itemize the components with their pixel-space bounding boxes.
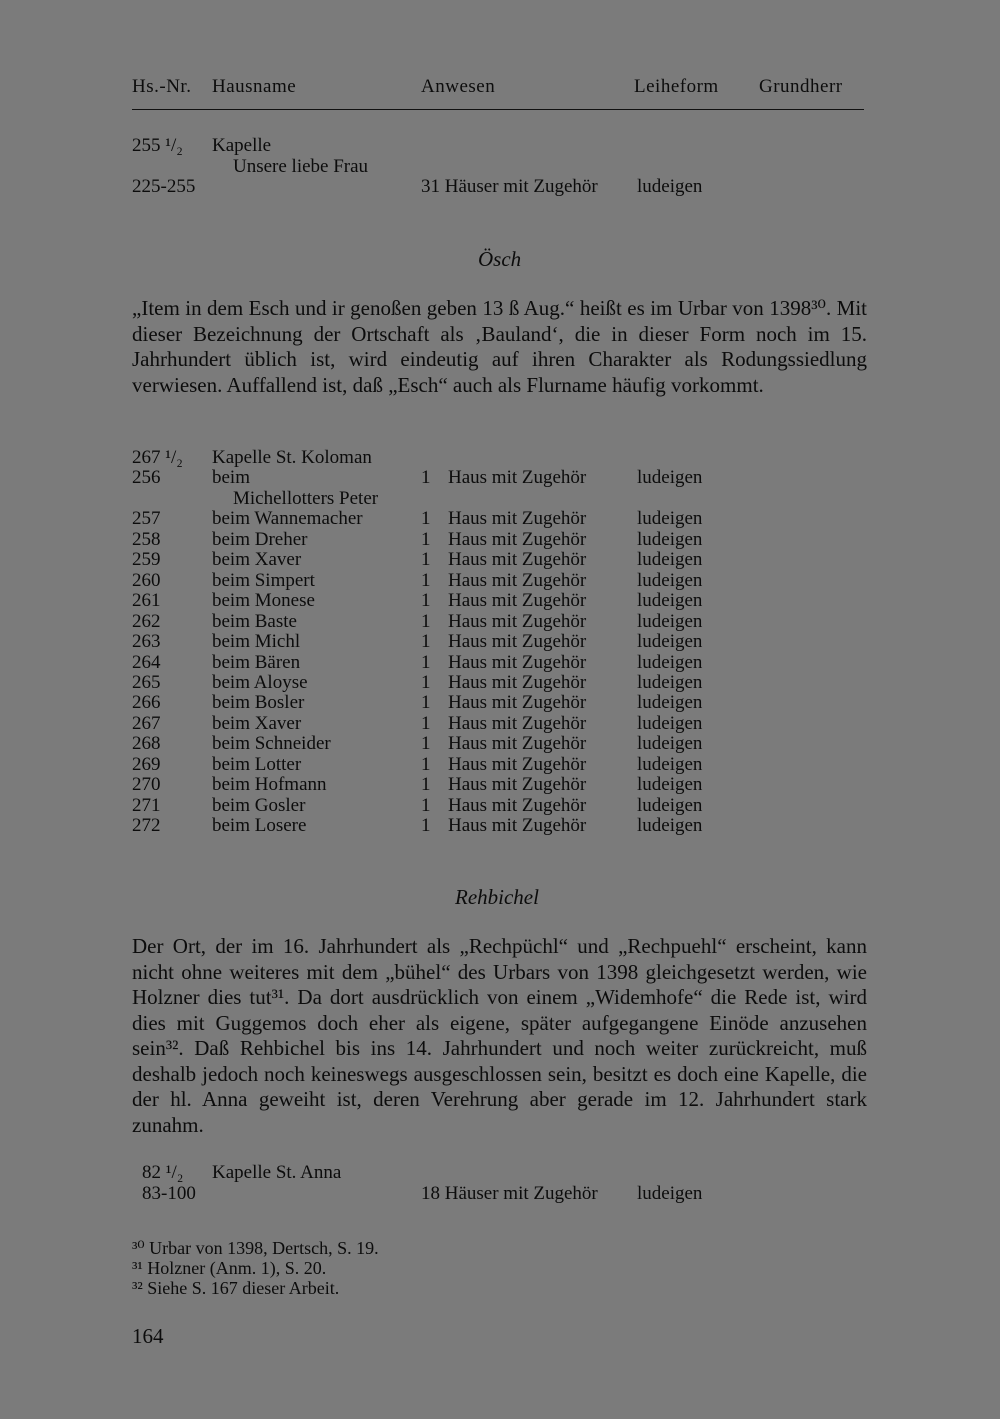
- row-count: 1: [421, 692, 431, 714]
- row-leiheform: ludeigen: [637, 671, 703, 693]
- row-leiheform: ludeigen: [637, 508, 703, 530]
- table-row: [0, 755, 1000, 775]
- table-row: [0, 468, 1000, 488]
- row-leiheform: ludeigen: [637, 549, 703, 571]
- row-leiheform: ludeigen: [637, 753, 703, 775]
- row-count: 1: [421, 733, 431, 755]
- row-nr: 265: [132, 671, 161, 693]
- row-anwesen: Haus mit Zugehör: [448, 774, 587, 796]
- row-anwesen: Haus mit Zugehör: [448, 753, 587, 775]
- header-grundherr: Grundherr: [759, 76, 843, 97]
- row-name: beim Bären: [212, 651, 301, 673]
- table-row: [0, 550, 1000, 570]
- row-anwesen: Haus mit Zugehör: [448, 590, 587, 612]
- row-nr: 260: [132, 569, 161, 591]
- row-name: beim Xaver: [212, 712, 302, 734]
- table-row: [0, 1184, 1000, 1204]
- header-hs-nr: Hs.-Nr.: [132, 76, 192, 97]
- row-name: beim: [212, 467, 250, 489]
- row-name: Kapelle: [212, 135, 272, 156]
- footnote: ³² Siehe S. 167 dieser Arbeit.: [132, 1278, 340, 1298]
- row-count: 1: [421, 508, 431, 530]
- row-nr: 255 ¹/₂: [132, 135, 183, 156]
- row-count: 1: [421, 712, 431, 734]
- row-name: beim Xaver: [212, 549, 302, 571]
- row-anwesen: Haus mit Zugehör: [448, 692, 587, 714]
- row-nr: 83-100: [142, 1183, 196, 1204]
- table-row: [0, 136, 1000, 156]
- row-leiheform: ludeigen: [637, 651, 703, 673]
- table-row: [0, 693, 1000, 713]
- row-count: 1: [421, 590, 431, 612]
- row-nr: 259: [132, 549, 161, 571]
- row-anwesen: 31 Häuser mit Zugehör: [421, 176, 598, 197]
- header-rule: [132, 109, 864, 110]
- footnote: ³¹ Holzner (Anm. 1), S. 20.: [132, 1258, 327, 1278]
- table-row: [0, 591, 1000, 611]
- table-row: [0, 177, 1000, 197]
- paragraph-osch: „Item in dem Esch und ir genoßen geben 13 ß Aug.“ heißt es im Urbar von 1398³⁰. Mit dieser Bezeichnung der Ortschaft als ‚Bauland‘, die in dieser Form noch im 15. Jahrhundert üblich ist, wird eindeutig auf ihren Charakter als Rodungssiedlung verwiesen. Auffallend ist, daß „Esch“ auch als Flurname häufig vorkommt.: [132, 296, 867, 397]
- row-anwesen: Haus mit Zugehör: [448, 671, 587, 693]
- row-leiheform: ludeigen: [637, 692, 703, 714]
- table-row: [0, 571, 1000, 591]
- row-nr: 272: [132, 815, 161, 837]
- row-name: beim Baste: [212, 610, 297, 632]
- row-nr: 267: [132, 712, 161, 734]
- row-anwesen: Haus mit Zugehör: [448, 569, 587, 591]
- row-name: beim Hofmann: [212, 774, 327, 796]
- row-anwesen: Haus mit Zugehör: [448, 508, 587, 530]
- table-row: [0, 734, 1000, 754]
- row-name: beim Dreher: [212, 528, 308, 550]
- row-anwesen: Haus mit Zugehör: [448, 651, 587, 673]
- header-leiheform: Leiheform: [634, 76, 719, 97]
- row-leiheform: ludeigen: [637, 528, 703, 550]
- row-name: Unsere liebe Frau: [233, 156, 369, 177]
- row-count: 1: [421, 610, 431, 632]
- row-name: beim Schneider: [212, 733, 331, 755]
- row-leiheform: ludeigen: [637, 569, 703, 591]
- row-anwesen: Haus mit Zugehör: [448, 549, 587, 571]
- table-row: [0, 632, 1000, 652]
- table-row: [0, 612, 1000, 632]
- table-row: [0, 816, 1000, 836]
- section-title-osch: Ösch: [478, 247, 522, 271]
- row-anwesen: Haus mit Zugehör: [448, 610, 587, 632]
- table-row: [0, 1163, 1000, 1183]
- row-count: 1: [421, 528, 431, 550]
- row-anwesen: Haus mit Zugehör: [448, 794, 587, 816]
- row-leiheform: ludeigen: [637, 815, 703, 837]
- table-row: [0, 673, 1000, 693]
- row-name: Kapelle St. Koloman: [212, 447, 372, 468]
- row-name: beim Lotter: [212, 753, 302, 775]
- row-name: beim Losere: [212, 815, 307, 837]
- row-nr: 263: [132, 631, 161, 653]
- row-leiheform: ludeigen: [637, 733, 703, 755]
- row-anwesen: Haus mit Zugehör: [448, 815, 587, 837]
- row-name: beim Monese: [212, 590, 315, 612]
- table-row: [0, 489, 1000, 509]
- row-nr: 267 ¹/₂: [132, 447, 183, 468]
- row-count: 1: [421, 753, 431, 775]
- row-leiheform: ludeigen: [637, 1183, 703, 1204]
- row-leiheform: ludeigen: [637, 610, 703, 632]
- row-name: Kapelle St. Anna: [212, 1162, 342, 1183]
- row-name: beim Simpert: [212, 569, 315, 591]
- row-nr: 269: [132, 753, 161, 775]
- row-count: 1: [421, 815, 431, 837]
- row-name: Michellotters Peter: [233, 487, 379, 509]
- row-count: 1: [421, 651, 431, 673]
- row-count: 1: [421, 569, 431, 591]
- row-leiheform: ludeigen: [637, 590, 703, 612]
- row-leiheform: ludeigen: [637, 712, 703, 734]
- table-row: [0, 653, 1000, 673]
- row-anwesen: Haus mit Zugehör: [448, 467, 587, 489]
- table-row: [0, 448, 1000, 468]
- row-leiheform: ludeigen: [637, 467, 703, 489]
- header-anwesen: Anwesen: [421, 76, 496, 97]
- section-title-rehbichel: Rehbichel: [455, 885, 539, 909]
- row-name: beim Gosler: [212, 794, 306, 816]
- table-row: [0, 775, 1000, 795]
- row-count: 1: [421, 631, 431, 653]
- row-nr: 270: [132, 774, 161, 796]
- page-number: 164: [132, 1324, 164, 1348]
- row-count: 1: [421, 549, 431, 571]
- row-leiheform: ludeigen: [637, 794, 703, 816]
- row-name: beim Aloyse: [212, 671, 308, 693]
- row-nr: 256: [132, 467, 161, 489]
- header-hausname: Hausname: [212, 76, 297, 97]
- row-anwesen: Haus mit Zugehör: [448, 528, 587, 550]
- footnote: ³⁰ Urbar von 1398, Dertsch, S. 19.: [132, 1238, 379, 1258]
- row-leiheform: ludeigen: [637, 774, 703, 796]
- row-anwesen: 18 Häuser mit Zugehör: [421, 1183, 598, 1204]
- table-row: [0, 714, 1000, 734]
- row-count: 1: [421, 774, 431, 796]
- row-nr: 82 ¹/₂: [142, 1162, 184, 1183]
- row-leiheform: ludeigen: [637, 176, 703, 197]
- row-nr: 264: [132, 651, 161, 673]
- row-name: beim Wannemacher: [212, 508, 363, 530]
- row-count: 1: [421, 671, 431, 693]
- row-nr: 225-255: [132, 176, 196, 197]
- row-nr: 266: [132, 692, 161, 714]
- row-nr: 268: [132, 733, 161, 755]
- row-anwesen: Haus mit Zugehör: [448, 631, 587, 653]
- row-leiheform: ludeigen: [637, 631, 703, 653]
- row-name: beim Bosler: [212, 692, 305, 714]
- row-anwesen: Haus mit Zugehör: [448, 733, 587, 755]
- row-count: 1: [421, 467, 431, 489]
- row-count: 1: [421, 794, 431, 816]
- row-nr: 257: [132, 508, 161, 530]
- table-row: [0, 157, 1000, 177]
- table-row: [0, 530, 1000, 550]
- row-anwesen: Haus mit Zugehör: [448, 712, 587, 734]
- row-name: beim Michl: [212, 631, 301, 653]
- row-nr: 261: [132, 590, 161, 612]
- row-nr: 262: [132, 610, 161, 632]
- table-row: [0, 796, 1000, 816]
- row-nr: 271: [132, 794, 161, 816]
- paragraph-rehbichel: Der Ort, der im 16. Jahrhundert als „Rechpüchl“ und „Rechpuehl“ erscheint, kann nicht ohne weiteres mit dem „bühel“ des Urbars von 1398 gleichgesetzt werden, wie Holzner dies tut³¹. Da dort ausdrücklich von einem „Widemhofe“ die Rede ist, wird dies mit Guggemos doch eher als eigene, später aufgegangene Einöde anzusehen sein³². Daß Rehbichel bis ins 14. Jahrhundert und noch weiter zurückreicht, muß deshalb jedoch noch keineswegs ausgeschlossen sein, besitzt es doch eine Kapelle, die der hl. Anna geweiht ist, deren Verehrung aber gerade im 12. Jahrhundert stark zunahm.: [132, 934, 867, 1137]
- row-nr: 258: [132, 528, 161, 550]
- table-row: [0, 509, 1000, 529]
